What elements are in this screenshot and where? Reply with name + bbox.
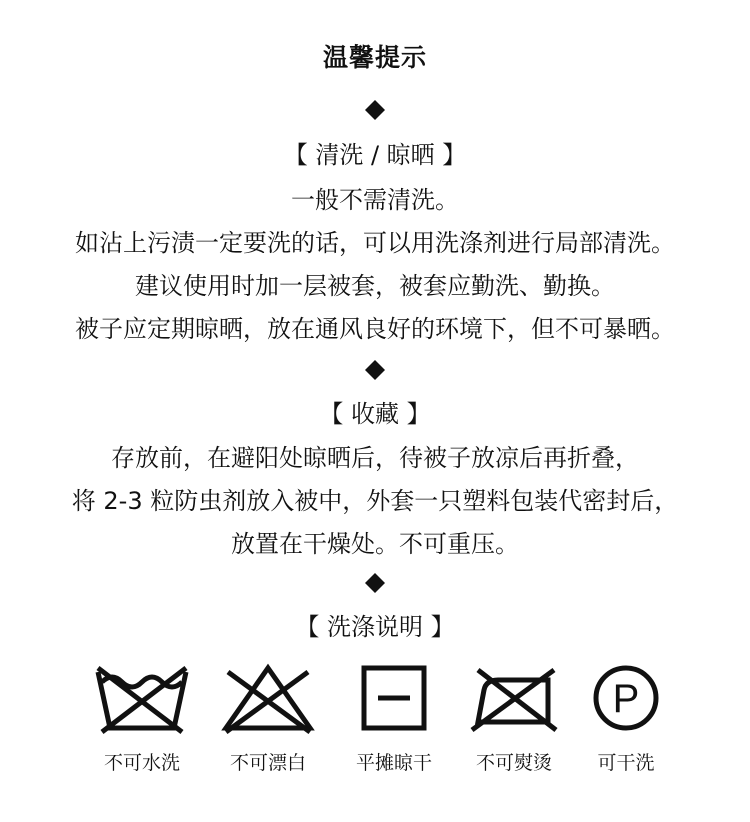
storage-line: 放置在干燥处。不可重压。 <box>231 530 519 558</box>
cleaning-line: 被子应定期晾晒，放在通风良好的环境下，但不可暴晒。 <box>75 315 675 343</box>
care-label: 不可水洗 <box>103 752 180 774</box>
storage-line: 将 2-3 粒防虫剂放入被中，外套一只塑料包装代密封后， <box>71 487 679 515</box>
care-symbol-dry-clean <box>566 662 686 775</box>
care-label: 不可漂白 <box>229 752 306 774</box>
section-header-wash-guide: 【 洗涤说明 】 <box>295 613 455 641</box>
care-label: 平摊晾干 <box>355 752 432 774</box>
section-header-cleaning: 【 清洗 / 晾晒 】 <box>283 141 467 169</box>
care-symbol-no-bleach <box>208 662 328 775</box>
section-header-storage: 【 收藏 】 <box>319 400 431 428</box>
care-symbol-no-wash <box>82 662 202 775</box>
cleaning-line: 一般不需清洗。 <box>291 186 459 214</box>
cleaning-line: 如沾上污渍一定要洗的话，可以用洗涤剂进行局部清洗。 <box>75 229 675 257</box>
storage-line: 存放前，在避阳处晾晒后，待被子放凉后再折叠， <box>111 444 639 472</box>
care-label: 不可熨烫 <box>475 752 552 774</box>
care-symbol-no-iron <box>454 662 574 775</box>
care-symbols-row <box>0 662 750 782</box>
svg-text:P: P <box>612 677 640 721</box>
page-title: 温馨提示 <box>322 43 427 72</box>
flat-dry-icon <box>344 662 444 734</box>
dry-clean-icon <box>576 662 676 734</box>
no-wash-icon <box>92 662 192 734</box>
care-label: 可干洗 <box>597 752 655 774</box>
no-bleach-icon <box>218 662 318 734</box>
cleaning-line: 建议使用时加一层被套，被套应勤洗、勤换。 <box>135 272 615 300</box>
no-iron-icon <box>464 662 564 734</box>
care-symbol-flat-dry <box>334 662 454 775</box>
